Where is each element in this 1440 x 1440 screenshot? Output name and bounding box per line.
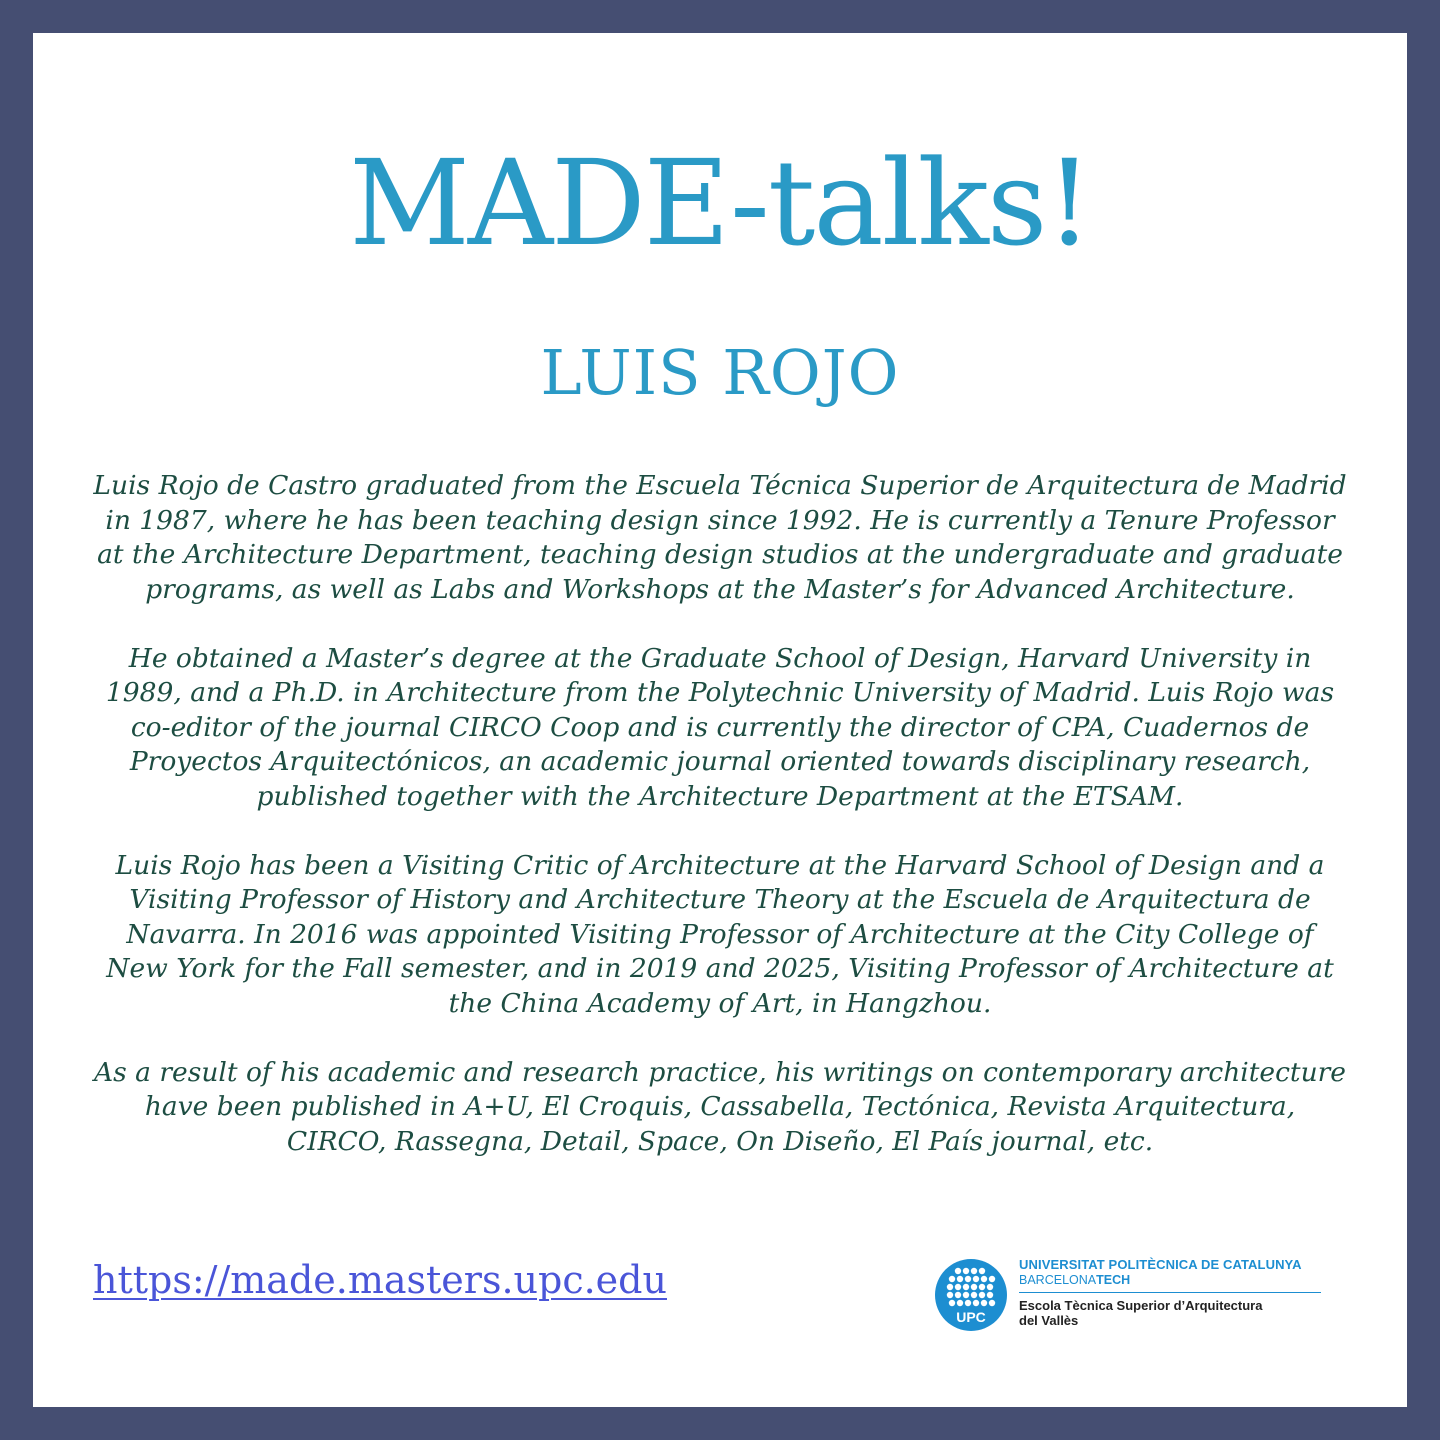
school-name-line1: Escola Tècnica Superior d’Arquitectura bbox=[1019, 1298, 1263, 1313]
logo-text-block bbox=[1019, 1257, 1321, 1328]
university-name: UNIVERSITAT POLITÈCNICA DE CATALUNYA bbox=[1019, 1257, 1302, 1272]
poster-title: MADE-talks! bbox=[349, 134, 1091, 272]
subtitle-bold: TECH bbox=[1096, 1273, 1131, 1287]
upc-etsav-logo bbox=[935, 1257, 1335, 1337]
speaker-name: LUIS ROJO bbox=[540, 336, 900, 409]
bio-paragraph: As a result of his academic and research practice, his writings on contemporary architecture have been published in A+U, El Croquis, Cassabella, Tectónica, Revista Arquitectura, CIRCO, Rassegna, Detail, Space, On Diseño, El País journal, etc. bbox=[94, 1056, 1346, 1157]
bio-paragraph: Luis Rojo has been a Visiting Critic of Architecture at the Harvard School of Design and a Visiting Professor of History and Architecture Theory at the Escuela de Arquitectura de Navarra. In 2016 was appointed Visiting Professor of Architecture at the City College of New York for the Fall semester, and in 2019 and 2025, Visiting Professor of Architecture at the China Academy of Art, in Hangzhou. bbox=[106, 849, 1334, 1019]
logo-divider bbox=[1019, 1292, 1321, 1293]
bio-paragraph: He obtained a Master’s degree at the Graduate School of Design, Harvard University in 1989, and a Ph.D. in Architecture from the Polytechnic University of Madrid. Luis Rojo was co-editor of the journal CIRCO Coop and is currently the director of CPA, Cuadernos de Proyectos Arquitectónicos, an academic journal oriented towards disciplinary research, published together with the Architecture Department at the ETSAM. bbox=[105, 642, 1335, 812]
school-name-line2: del Vallès bbox=[1019, 1313, 1079, 1328]
speaker-bio bbox=[93, 469, 1347, 1194]
bio-paragraph: Luis Rojo de Castro graduated from the Escuela Técnica Superior de Arquitectura de Madrid in 1987, where he has been teaching design since 1992. He is currently a Tenure Professor at the Architecture Department, teaching design studios at the undergraduate and graduate programs, as well as Labs and Workshops at the Master’s for Advanced Architecture. bbox=[93, 470, 1347, 605]
university-subtitle bbox=[1019, 1273, 1321, 1288]
upc-logo-icon bbox=[935, 1259, 1007, 1331]
upc-mark-text: UPC bbox=[956, 1309, 986, 1325]
poster-card bbox=[33, 33, 1407, 1407]
website-link[interactable]: https://made.masters.upc.edu bbox=[93, 1258, 667, 1302]
subtitle-light: BARCELONA bbox=[1019, 1273, 1097, 1287]
